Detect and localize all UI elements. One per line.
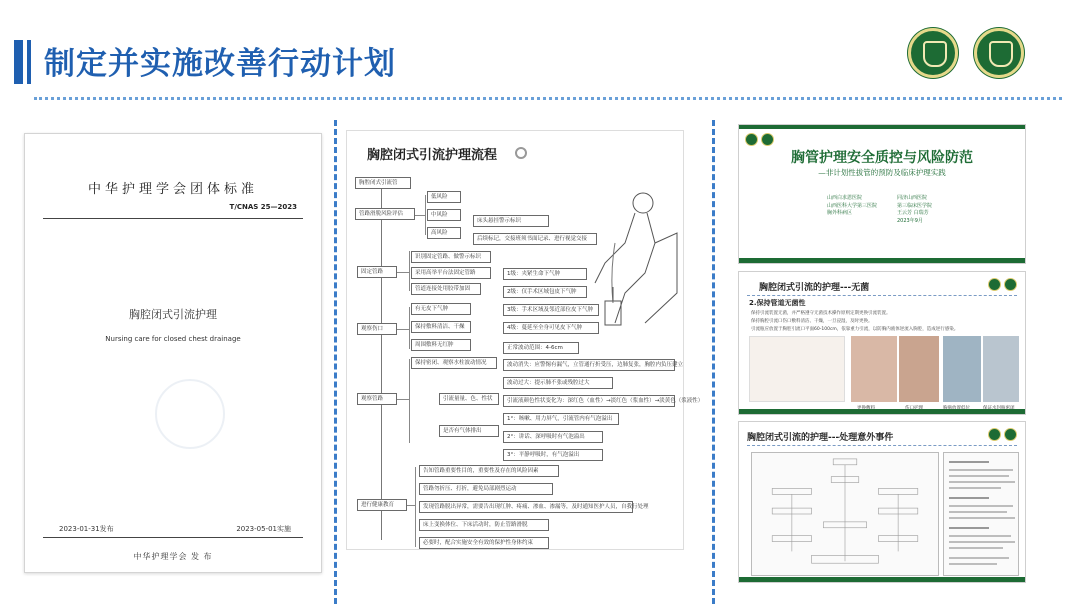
slide-top-bar — [739, 125, 1025, 129]
bubble-grade-1: 1°：咳嗽、用力屏气，引流管内有气泡溢出 — [503, 413, 619, 425]
slide-logo-icon — [988, 278, 1001, 291]
slide1-title: 胸管护理安全质控与风险防范 — [791, 150, 973, 166]
fix-step-1: 识别固定管路、做警示标识 — [411, 251, 491, 263]
slide-bottom-bar — [739, 577, 1025, 582]
node-start: 胸腔闭式引流管 — [355, 177, 411, 189]
slide-bottom-bar — [739, 409, 1025, 414]
slide-logo-icon — [745, 133, 758, 146]
connector — [397, 272, 409, 273]
connector — [409, 359, 410, 443]
drainage-flowchart — [346, 130, 704, 550]
slide-logo-icon — [988, 428, 1001, 441]
node-watch: 观察管路 — [357, 393, 397, 405]
flowchart-spine — [381, 185, 382, 540]
header-accent-bar-thin — [27, 40, 31, 84]
connector — [397, 329, 409, 330]
connector — [409, 307, 410, 349]
doc-rule-top — [43, 218, 303, 219]
obs-step-3: 周围敷料无红肿 — [411, 339, 471, 351]
emphysema-grade-3: 3级：手术区域及邻近部位皮下气肿 — [503, 304, 599, 316]
doc-org: 中华护理学会团体标准 — [87, 182, 258, 197]
slide2-bullet: 引流瓶应放置于胸腔引流口平面60-100cm，依靠重力引流，以防胸内液体逆流入胸腔，造成逆行感染。 — [751, 327, 959, 332]
doc-code: T/CNAS 25—2023 — [229, 203, 297, 211]
emphysema-grade-4: 4级：蔓延至全身可见皮下气肿 — [503, 322, 599, 334]
risk-mid: 中风险 — [427, 209, 461, 221]
photo-bottle-sealed — [983, 336, 1019, 402]
standard-document-cover — [24, 133, 322, 573]
fix-step-3: 管道连接处用胶带加固 — [411, 283, 481, 295]
doc-issued-date: 2023-01-31发布 — [59, 525, 114, 533]
slide2-section: 2.保持管道无菌性 — [749, 299, 806, 307]
connector — [425, 195, 426, 235]
watermark-seal — [155, 379, 225, 449]
node-fix: 固定管路 — [357, 266, 397, 278]
watch-result-1: 波动消失：应警惕有漏气，立管通行折受压，边肺复张，胸腔内负压建立 — [503, 359, 675, 371]
slide2-divider — [747, 295, 1017, 296]
slide1-subtitle: —非计划性拔管的预防及临床护理实践 — [818, 168, 946, 177]
obs-step-2: 保持敷料清洁、干燥 — [411, 321, 471, 333]
slide2-title: 胸腔闭式引流的护理---无菌 — [759, 283, 870, 293]
edu-step-1: 告知管路重要性目的，重要性及存在的风险因素 — [419, 465, 559, 477]
slide-title-cover — [738, 124, 1026, 264]
hospital-logo-right — [974, 28, 1024, 78]
patient-illustration — [585, 183, 681, 333]
risk-high: 高风险 — [427, 227, 461, 239]
slide2-bullet: 保持引流装置无菌，并严格遵守无菌技术操作原则定期更换引流装置。 — [751, 311, 891, 316]
edu-step-2: 管路勿折压、打折，避免局部剧烈运动 — [419, 483, 553, 495]
node-obs: 观察伤口 — [357, 323, 397, 335]
slide-incidents — [738, 421, 1026, 583]
bubble-grade-3: 3°：平静呼吸时，有气泡溢出 — [503, 449, 603, 461]
edu-step-5: 必要时，配合实施安全有效的保护性身体约束 — [419, 537, 549, 549]
connector — [415, 467, 416, 547]
document-photo — [749, 336, 845, 402]
watch-result-3: 引流液颜色性状变化为：深红色（血性）→淡红色（浆血性）→淡黄色（浆液性） — [503, 395, 675, 407]
emphysema-grade-2: 2级：仅手术区域包皮下气肿 — [503, 286, 587, 298]
incident-flowchart-image — [751, 452, 939, 576]
slide1-authors-left: 山西白求恩医院 山西医科大学第三医院 胸外科病区 — [827, 195, 878, 216]
page-title: 制定并实施改善行动计划 — [44, 46, 396, 82]
doc-title-en: Nursing care for closed chest drainage — [105, 335, 241, 343]
node-edu: 进行健康教育 — [357, 499, 407, 511]
slide-logo-icon — [761, 133, 774, 146]
risk-high-action-2: 后续标记，交接班须书面记录、进行视觉交接 — [473, 233, 597, 245]
connector — [415, 215, 425, 216]
risk-low: 低风险 — [427, 191, 461, 203]
flowchart-title: 胸腔闭式引流护理流程 — [367, 148, 498, 163]
connector — [407, 505, 415, 506]
hospital-logo-left — [908, 28, 958, 78]
edu-step-3: 发现管路脱出异常，需要告出现红肿、疼痛、渗血、渗漏等，及时通知医护人员，自我行处理 — [419, 501, 633, 513]
bubble-grade-2: 2°：讲话、深呼吸时有气泡溢出 — [503, 431, 603, 443]
risk-high-action-1: 床头悬挂警示标识 — [473, 215, 549, 227]
doc-publisher: 中华护理学会 发 布 — [133, 552, 213, 561]
fluctuation-range: 正常波动范围：4-6cm — [503, 342, 579, 354]
photo-dressing — [851, 336, 897, 402]
photo-wound — [899, 336, 939, 402]
connector — [397, 399, 409, 400]
slide2-bullet: 保持胸腔引流口伤口敷料清洁、干燥，一旦浸湿，及时更换。 — [751, 319, 873, 324]
incident-text-image — [943, 452, 1019, 576]
fix-step-2: 采用高举平台法固定管路 — [411, 267, 491, 279]
slide-aseptic — [738, 271, 1026, 415]
header-accent-bar — [14, 40, 23, 84]
connector — [409, 251, 410, 291]
watch-step-2: 引流量量、色、性状 — [439, 393, 499, 405]
doc-title-cn: 胸腔闭式引流护理 — [129, 308, 217, 321]
watch-step-3: 是否有气体排出 — [439, 425, 499, 437]
slide3-divider — [747, 445, 1017, 446]
slide3-title: 胸腔闭式引流的护理---处理意外事件 — [747, 433, 894, 443]
slide-bottom-bar — [739, 258, 1025, 263]
slide-logo-icon — [1004, 428, 1017, 441]
watch-step-1: 保持密闭、观察水柱波动情况 — [411, 357, 497, 369]
photo-bottle-low — [943, 336, 981, 402]
slide-logo-icon — [1004, 278, 1017, 291]
slide1-authors-right: 同济山西医院 第三临床医学院 王云芳 白瑞芳 2023年9月 — [897, 195, 933, 224]
node-assess: 管路滑脱风险评估 — [355, 208, 415, 220]
badge-icon — [515, 147, 527, 159]
doc-rule-bottom — [43, 537, 303, 538]
watch-result-2: 波动过大：提示肺不张或残腔过大 — [503, 377, 613, 389]
edu-step-4: 床上变换体位、下床活动时，防止管路滑脱 — [419, 519, 549, 531]
column-separator-1 — [334, 120, 337, 604]
doc-effective-date: 2023-05-01实施 — [236, 525, 291, 533]
emphysema-grade-1: 1级：夹紧生命下气肿 — [503, 268, 587, 280]
header-divider — [34, 97, 1062, 100]
obs-step-1: 有无皮下气肿 — [411, 303, 471, 315]
column-separator-2 — [712, 120, 715, 604]
